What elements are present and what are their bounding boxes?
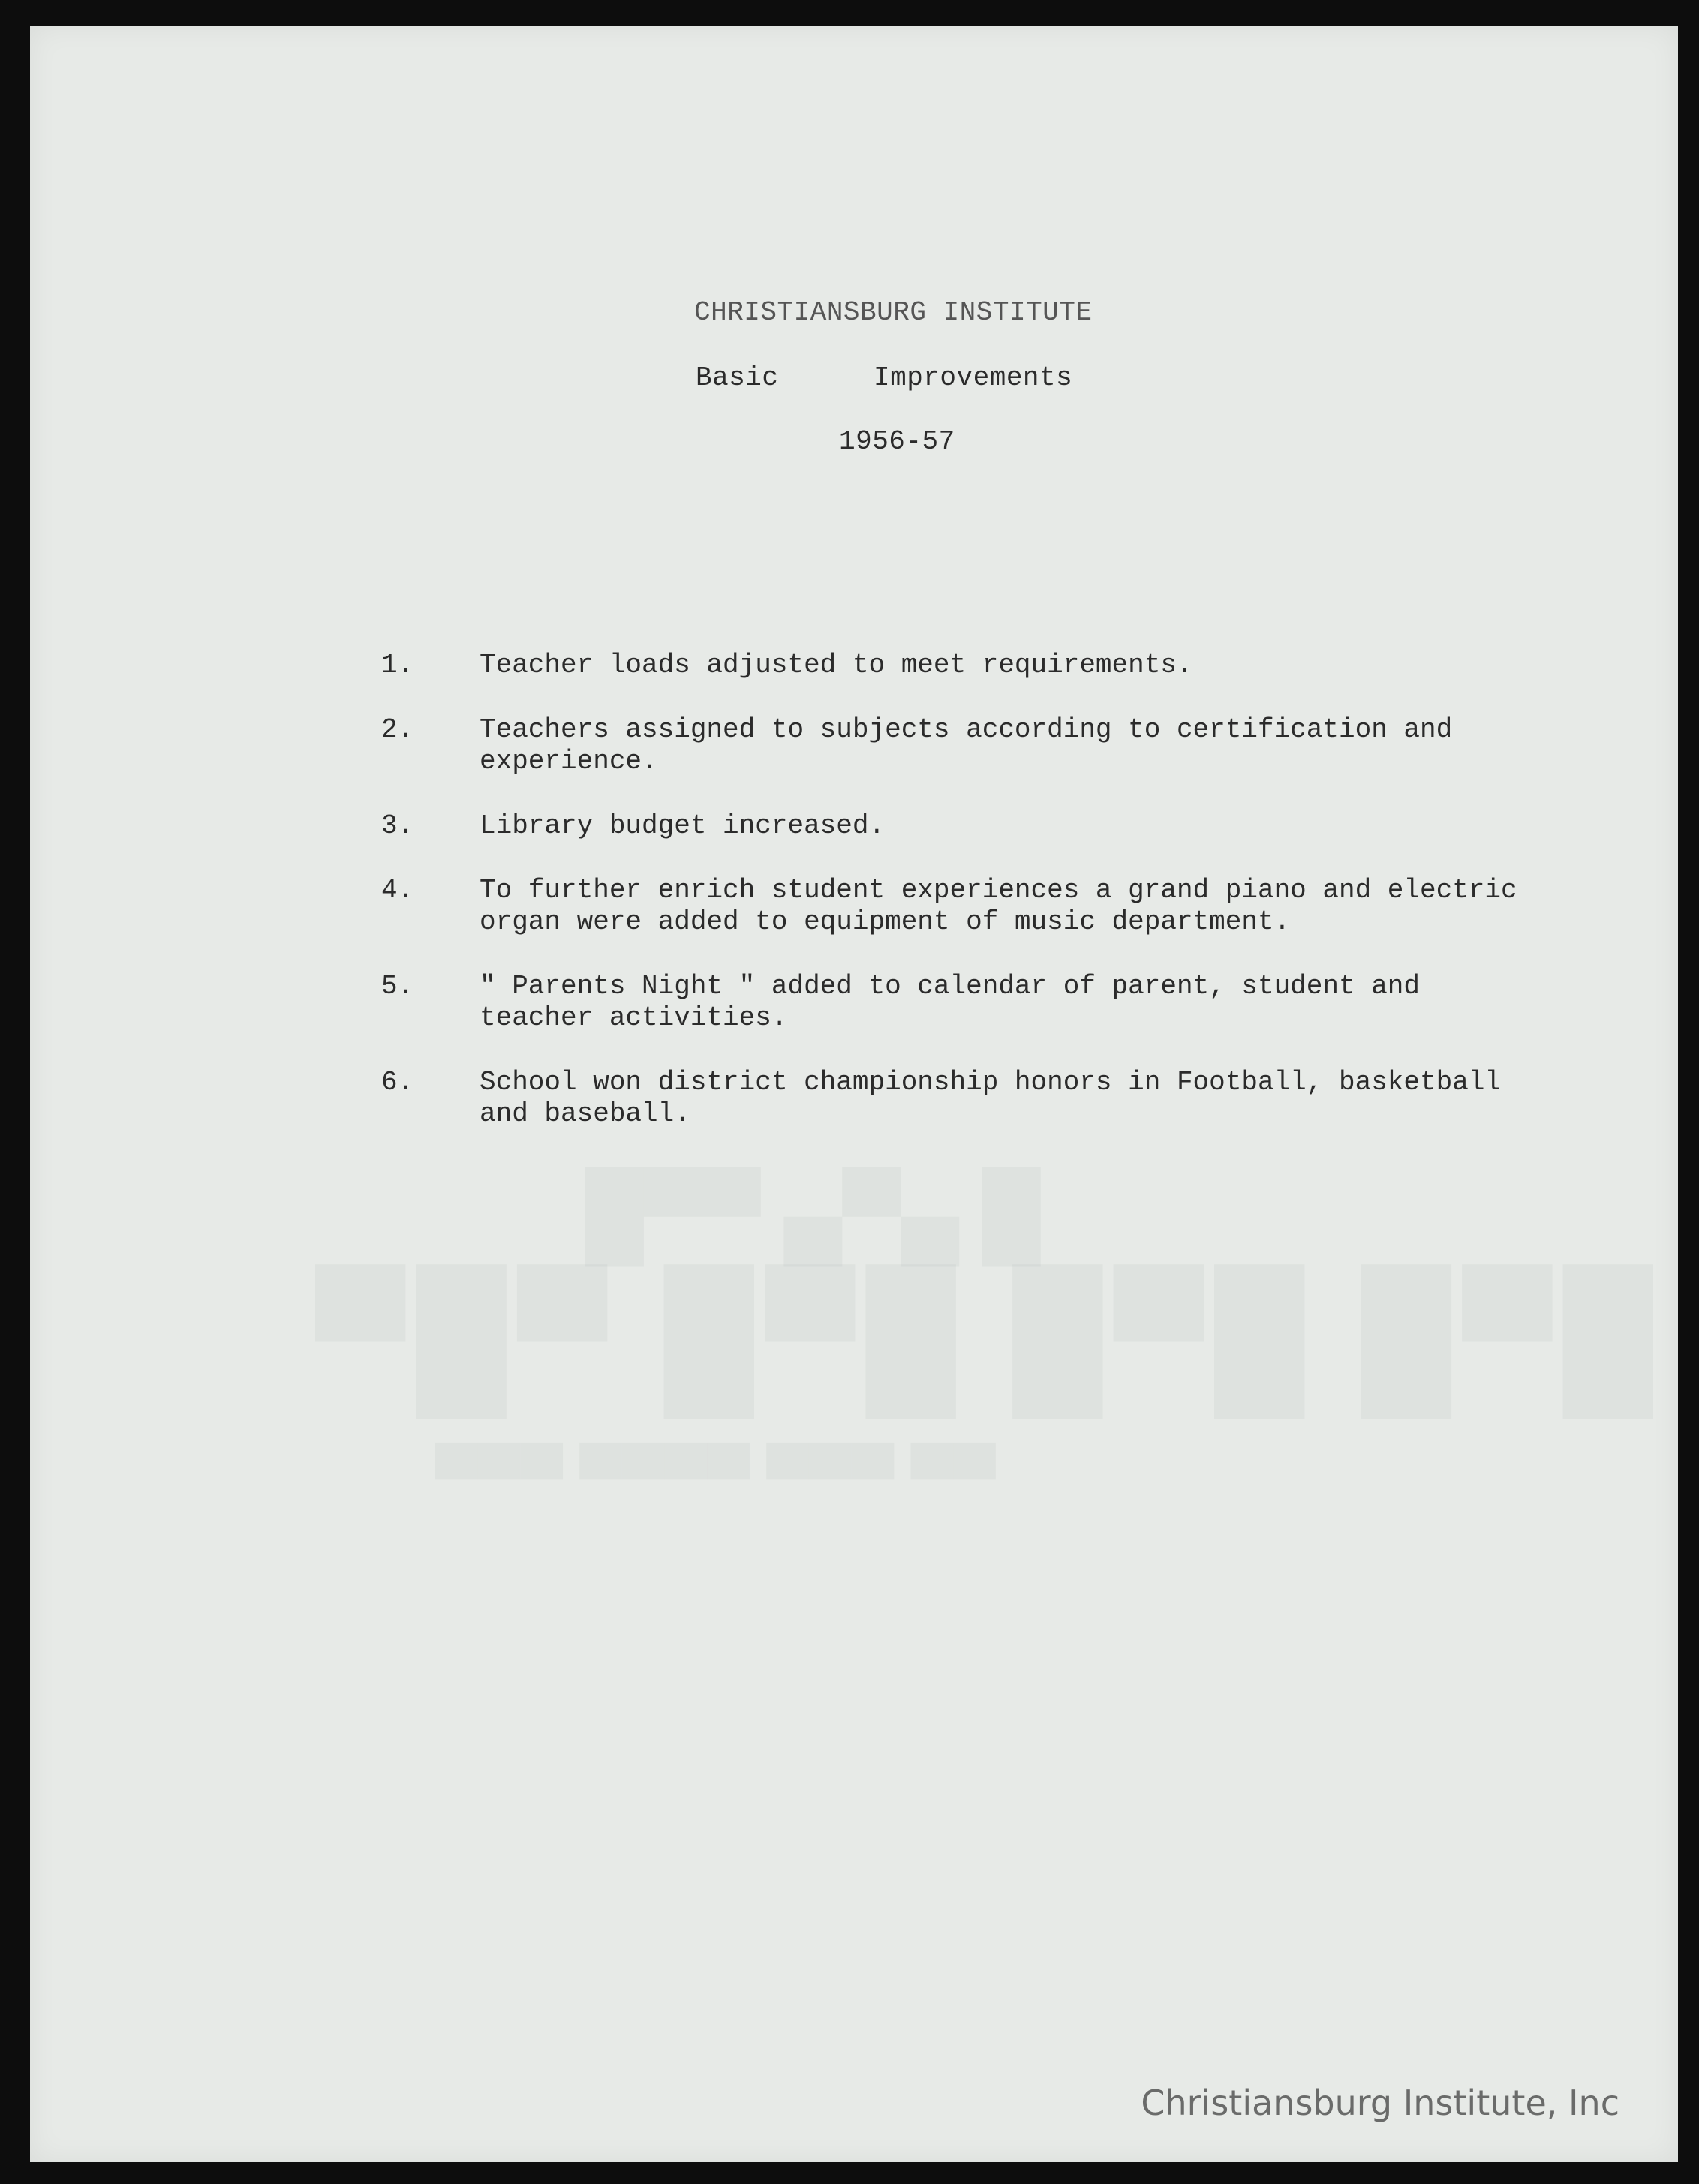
- item-number: 1.: [381, 650, 414, 680]
- item-text: " Parents Night " added to calendar of parent, student and teacher activities.: [480, 971, 1421, 1033]
- subtitle-basic: Basic: [696, 362, 779, 393]
- improvements-list: [381, 650, 1552, 1163]
- archive-watermark: Christiansburg Institute, Inc: [1141, 2083, 1619, 2123]
- item-number: 3.: [381, 810, 414, 841]
- list-item: [381, 1067, 1552, 1130]
- list-item: [381, 810, 1552, 842]
- show-through-mark: ▀█▀ █▀█ █▀█ █▀█: [315, 1266, 1664, 1408]
- item-text: School won district championship honors in Football, basketball and baseball.: [480, 1067, 1502, 1129]
- list-item: [381, 650, 1552, 681]
- item-text: To further enrich student experiences a grand piano and electric organ were added to equipment of music department.: [480, 875, 1517, 937]
- item-number: 5.: [381, 971, 414, 1002]
- item-number: 6.: [381, 1067, 414, 1098]
- document-page: [30, 26, 1678, 2162]
- item-text: Teacher loads adjusted to meet requirements.: [480, 650, 1193, 680]
- item-number: 2.: [381, 714, 414, 745]
- show-through-mark: █▀▀ ▄▀▄ █: [585, 1167, 1041, 1260]
- show-through-mark: ▄▄▄ ▄▄▄▄ ▄▄▄ ▄▄: [435, 1407, 996, 1474]
- list-item: [381, 875, 1552, 938]
- item-text: Teachers assigned to subjects according to certification and experience.: [480, 714, 1453, 777]
- item-text: Library budget increased.: [480, 810, 886, 841]
- list-item: [381, 714, 1552, 777]
- item-number: 4.: [381, 875, 414, 906]
- document-year: 1956-57: [839, 426, 955, 457]
- subtitle-improvements: Improvements: [874, 362, 1073, 393]
- document-title: CHRISTIANSBURG INSTITUTE: [694, 297, 1093, 328]
- list-item: [381, 971, 1552, 1034]
